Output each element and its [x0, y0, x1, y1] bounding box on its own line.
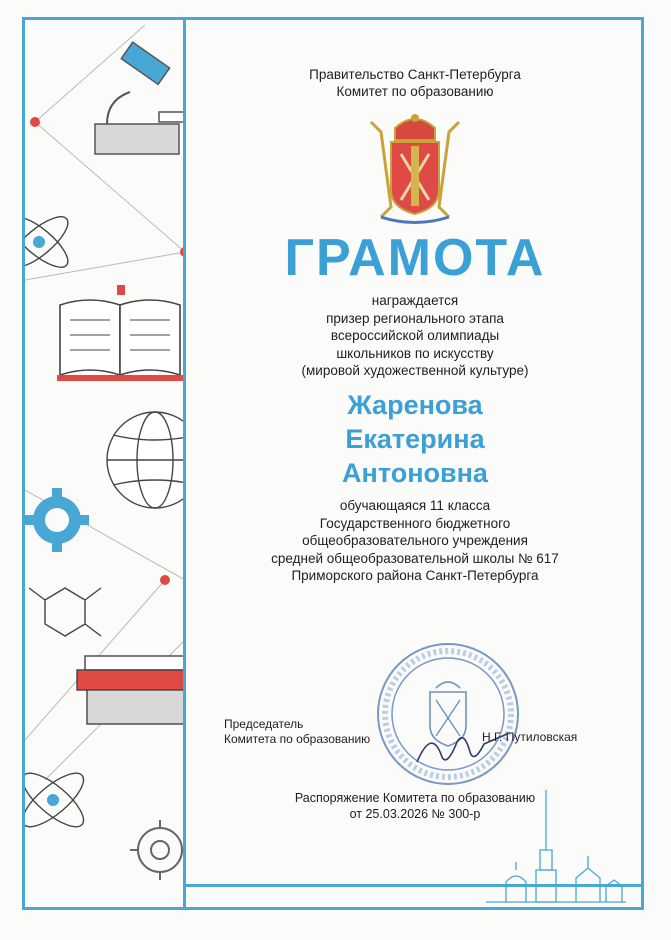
red-dot-icon [160, 575, 170, 585]
order-line-2: от 25.03.2026 № 300-р [349, 807, 481, 821]
school-line-3: общеобразовательного учреждения [302, 533, 528, 548]
certificate-content [186, 20, 644, 907]
red-dot-icon [30, 117, 40, 127]
signatory-name: Н.Г. Путиловская [482, 730, 578, 744]
order-line-1: Распоряжение Комитета по образованию [294, 791, 536, 805]
molecule-icon [29, 588, 101, 636]
school-details [186, 497, 644, 585]
award-line-5: (мировой художественной культуре) [301, 363, 529, 378]
signatory-title [224, 717, 370, 747]
recipient-patronymic: Антоновна [342, 458, 488, 488]
issuer-line-1: Правительство Санкт-Петербурга [309, 67, 521, 82]
gear-icon [25, 488, 89, 552]
award-statement [186, 292, 644, 380]
recipient-name [186, 388, 644, 490]
school-line-5: Приморского района Санкт-Петербурга [291, 568, 539, 583]
atom-icon [25, 209, 75, 275]
award-line-3: всероссийской олимпиады [330, 328, 500, 343]
school-line-2: Государственного бюджетного [319, 515, 511, 531]
city-skyline-icon [486, 790, 626, 905]
microscope-icon [95, 42, 185, 154]
school-line-4: средней общеобразовательной школы № 617 [271, 550, 559, 566]
school-line-1: обучающаяся 11 класса [339, 498, 491, 513]
decorative-side-panel [25, 20, 185, 907]
issuer-header [186, 66, 644, 100]
globe-icon [107, 412, 185, 508]
books-icon [77, 656, 185, 724]
award-line-4: школьников по искусству [336, 345, 494, 361]
atom-icon [25, 765, 91, 835]
signatory-title-line-2: Комитета по образованию [224, 732, 371, 746]
gear-icon [130, 820, 185, 880]
recipient-first-name: Екатерина [345, 424, 485, 454]
award-line-1: награждается [371, 293, 459, 308]
coat-of-arms-emblem [361, 112, 469, 230]
award-line-2: призер регионального этапа [326, 310, 504, 326]
recipient-surname: Жаренова [347, 390, 483, 420]
issuer-line-2: Комитет по образованию [336, 84, 494, 99]
signatory-title-line-1: Председатель [224, 717, 304, 731]
open-book-icon [57, 285, 183, 381]
certificate-title: ГРАМОТА [284, 229, 546, 287]
